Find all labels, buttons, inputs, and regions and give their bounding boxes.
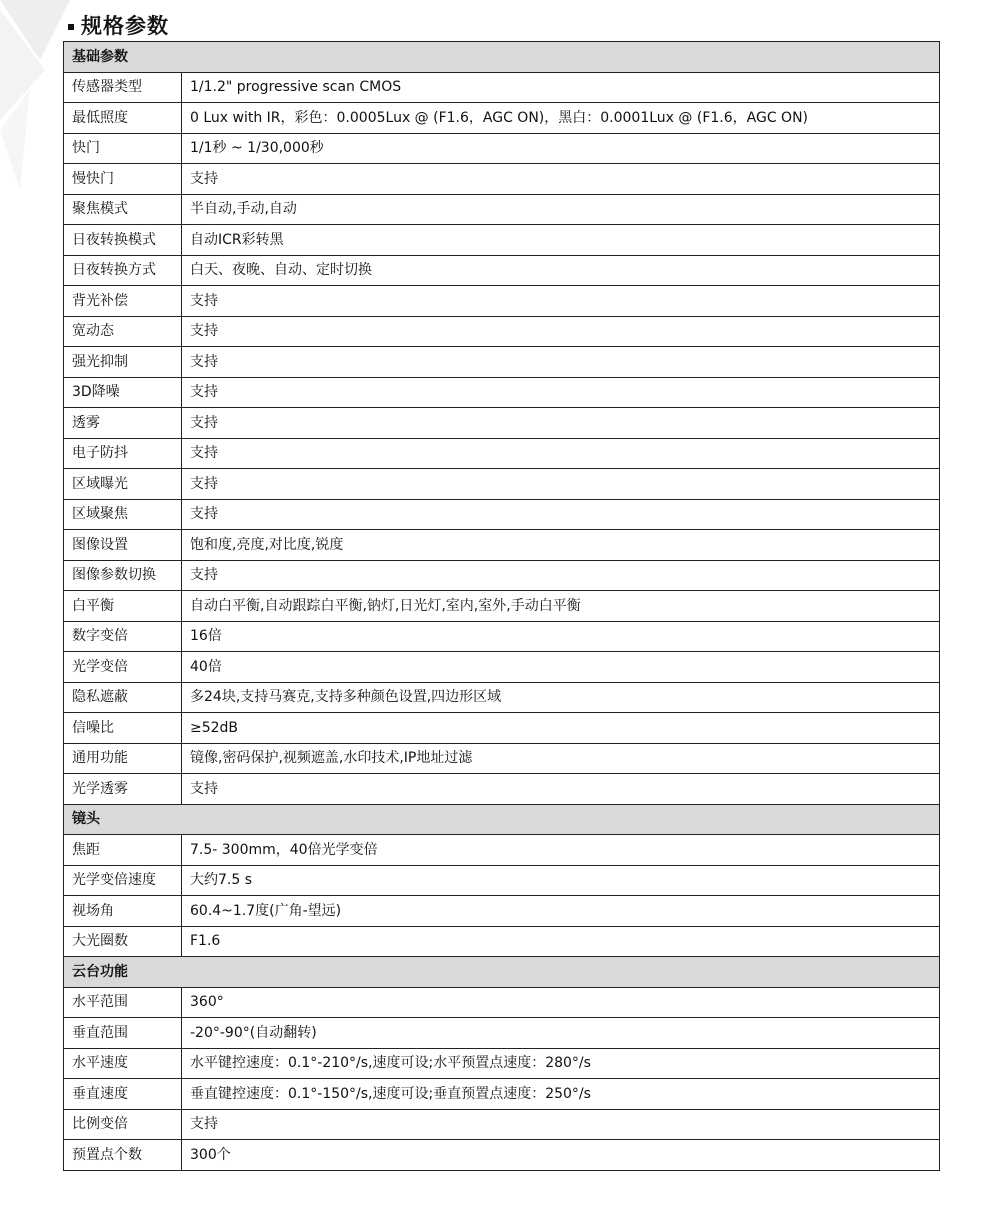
spec-value: 0 Lux with IR，彩色：0.0005Lux @ (F1.6，AGC ON)，黑白：0.0001Lux @ (F1.6，AGC ON) [182, 103, 940, 134]
spec-label: 图像参数切换 [64, 560, 182, 591]
spec-label: 最低照度 [64, 103, 182, 134]
spec-value: 水平键控速度：0.1°-210°/s,速度可设;水平预置点速度：280°/s [182, 1048, 940, 1079]
spec-label: 光学变倍 [64, 652, 182, 683]
spec-value: 支持 [182, 286, 940, 317]
section-header-row [64, 957, 940, 988]
table-row [64, 499, 940, 530]
spec-value: 1/1秒 ~ 1/30,000秒 [182, 133, 940, 164]
spec-label: 预置点个数 [64, 1140, 182, 1171]
spec-value: 支持 [182, 774, 940, 805]
table-row [64, 987, 940, 1018]
table-row [64, 194, 940, 225]
decorative-corner-shape [0, 0, 70, 200]
spec-value: 16倍 [182, 621, 940, 652]
spec-label: 通用功能 [64, 743, 182, 774]
table-row [64, 133, 940, 164]
table-row [64, 103, 940, 134]
spec-label: 隐私遮蔽 [64, 682, 182, 713]
spec-value: 支持 [182, 499, 940, 530]
table-row [64, 774, 940, 805]
table-row [64, 286, 940, 317]
spec-label: 强光抑制 [64, 347, 182, 378]
spec-value: 60.4~1.7度(广角-望远) [182, 896, 940, 927]
spec-value: 自动白平衡,自动跟踪白平衡,钠灯,日光灯,室内,室外,手动白平衡 [182, 591, 940, 622]
table-row [64, 377, 940, 408]
spec-label: 垂直速度 [64, 1079, 182, 1110]
table-row [64, 438, 940, 469]
spec-label: 垂直范围 [64, 1018, 182, 1049]
spec-value: 自动ICR彩转黑 [182, 225, 940, 256]
table-row [64, 408, 940, 439]
table-row [64, 743, 940, 774]
spec-label: 区域曝光 [64, 469, 182, 500]
bullet-square-icon [68, 24, 74, 30]
page-title: 规格参数 [81, 14, 169, 38]
spec-label: 区域聚焦 [64, 499, 182, 530]
table-row [64, 865, 940, 896]
spec-label: 日夜转换方式 [64, 255, 182, 286]
table-row [64, 72, 940, 103]
spec-value: 1/1.2" progressive scan CMOS [182, 72, 940, 103]
spec-label: 3D降噪 [64, 377, 182, 408]
table-row [64, 255, 940, 286]
table-row [64, 713, 940, 744]
spec-value: 360° [182, 987, 940, 1018]
spec-value: F1.6 [182, 926, 940, 957]
spec-value: 支持 [182, 560, 940, 591]
table-row [64, 316, 940, 347]
spec-label: 大光圈数 [64, 926, 182, 957]
spec-label: 背光补偿 [64, 286, 182, 317]
spec-label: 数字变倍 [64, 621, 182, 652]
spec-label: 光学透雾 [64, 774, 182, 805]
spec-label: 焦距 [64, 835, 182, 866]
table-row [64, 896, 940, 927]
table-row [64, 225, 940, 256]
spec-label: 透雾 [64, 408, 182, 439]
spec-label: 光学变倍速度 [64, 865, 182, 896]
spec-value: 支持 [182, 347, 940, 378]
table-row [64, 1140, 940, 1171]
spec-table [63, 41, 940, 1171]
spec-label: 日夜转换模式 [64, 225, 182, 256]
page-title-row [68, 8, 169, 42]
spec-value: 大约7.5 s [182, 865, 940, 896]
spec-value: 垂直键控速度：0.1°-150°/s,速度可设;垂直预置点速度：250°/s [182, 1079, 940, 1110]
section-header: 基础参数 [64, 42, 940, 73]
spec-value: 支持 [182, 1109, 940, 1140]
spec-value: 支持 [182, 438, 940, 469]
spec-value: -20°-90°(自动翻转) [182, 1018, 940, 1049]
spec-label: 图像设置 [64, 530, 182, 561]
spec-value: 半自动,手动,自动 [182, 194, 940, 225]
spec-value: 饱和度,亮度,对比度,锐度 [182, 530, 940, 561]
table-row [64, 1018, 940, 1049]
table-row [64, 621, 940, 652]
section-header-row [64, 42, 940, 73]
spec-label: 视场角 [64, 896, 182, 927]
spec-value: 多24块,支持马赛克,支持多种颜色设置,四边形区域 [182, 682, 940, 713]
spec-label: 快门 [64, 133, 182, 164]
spec-value: ≥52dB [182, 713, 940, 744]
table-row [64, 560, 940, 591]
spec-label: 水平速度 [64, 1048, 182, 1079]
spec-value: 支持 [182, 164, 940, 195]
section-header: 镜头 [64, 804, 940, 835]
table-row [64, 835, 940, 866]
table-row [64, 347, 940, 378]
spec-value: 支持 [182, 377, 940, 408]
spec-value: 40倍 [182, 652, 940, 683]
table-row [64, 591, 940, 622]
spec-label: 慢快门 [64, 164, 182, 195]
spec-value: 支持 [182, 316, 940, 347]
table-row [64, 926, 940, 957]
table-row [64, 1048, 940, 1079]
table-row [64, 1109, 940, 1140]
spec-label: 宽动态 [64, 316, 182, 347]
table-row [64, 164, 940, 195]
spec-label: 比例变倍 [64, 1109, 182, 1140]
spec-value: 白天、夜晚、自动、定时切换 [182, 255, 940, 286]
spec-value: 支持 [182, 469, 940, 500]
table-row [64, 530, 940, 561]
spec-value: 300个 [182, 1140, 940, 1171]
spec-value: 7.5- 300mm，40倍光学变倍 [182, 835, 940, 866]
table-row [64, 469, 940, 500]
spec-label: 信噪比 [64, 713, 182, 744]
spec-label: 传感器类型 [64, 72, 182, 103]
table-row [64, 682, 940, 713]
table-row [64, 1079, 940, 1110]
section-header: 云台功能 [64, 957, 940, 988]
spec-value: 支持 [182, 408, 940, 439]
spec-label: 聚焦模式 [64, 194, 182, 225]
section-header-row [64, 804, 940, 835]
spec-label: 白平衡 [64, 591, 182, 622]
spec-table-body [64, 42, 940, 1171]
spec-value: 镜像,密码保护,视频遮盖,水印技术,IP地址过滤 [182, 743, 940, 774]
spec-label: 水平范围 [64, 987, 182, 1018]
spec-label: 电子防抖 [64, 438, 182, 469]
table-row [64, 652, 940, 683]
